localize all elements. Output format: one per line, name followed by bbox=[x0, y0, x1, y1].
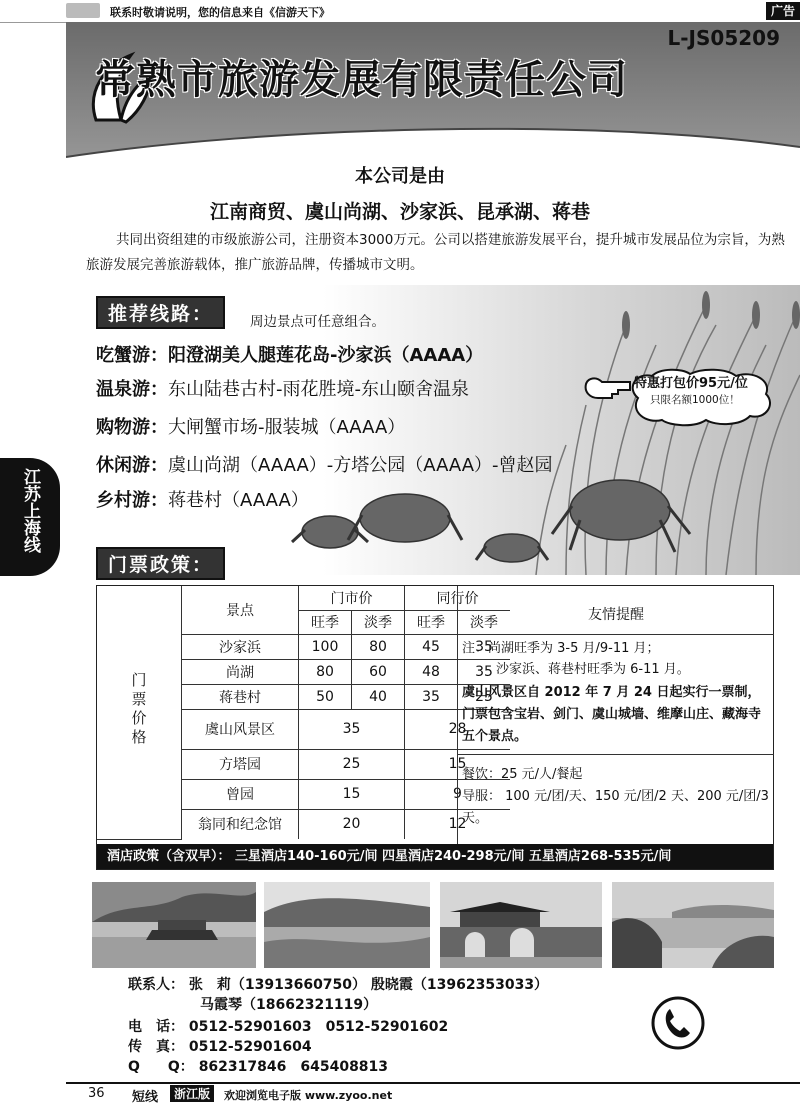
contact-people bbox=[128, 974, 548, 994]
photo-boat-canal bbox=[92, 882, 256, 968]
gate-peak-price: 100 bbox=[299, 634, 352, 659]
gate-price: 15 bbox=[299, 779, 405, 809]
fax-number: 0512-52901604 bbox=[188, 1039, 312, 1055]
route-desc: 东山陆巷古村-雨花胜境-东山颐舍温泉 bbox=[168, 379, 469, 400]
route-name: 吃蟹游： bbox=[96, 345, 168, 366]
photo-lake bbox=[264, 882, 430, 968]
gate-peak-price: 80 bbox=[299, 659, 352, 684]
edition-tag: 浙江版 bbox=[170, 1085, 214, 1102]
route-name: 温泉游： bbox=[96, 379, 168, 400]
spot-name: 尚湖 bbox=[182, 659, 299, 684]
footer-section: 短线 bbox=[132, 1090, 159, 1105]
col-spot-header: 景点 bbox=[182, 586, 299, 634]
route-name: 休闲游： bbox=[96, 455, 168, 476]
hotel-policy-bar: 酒店政策（含双早）： 三星酒店140-160元/间 四星酒店240-298元/间 五星酒店268-535元/间 bbox=[97, 844, 773, 869]
intro-paragraph: 共同出资组建的市级旅游公司，注册资本3000万元。公司以搭建旅游发展平台，提升城市发展品位为宗旨，为熟旅游发展完善旅游载体，推广旅游品牌，传播城市文明。 bbox=[86, 232, 785, 273]
gate-price: 25 bbox=[299, 749, 405, 779]
route-item bbox=[96, 375, 469, 401]
peer-peak-price: 35 bbox=[405, 684, 458, 709]
peer-price: 9 bbox=[405, 779, 511, 809]
peer-price: 28 bbox=[405, 709, 511, 749]
spot-name: 虞山风景区 bbox=[182, 709, 299, 749]
season-note-line1: 注：尚湖旺季为 3-5 月/9-11 月； bbox=[462, 641, 660, 656]
photo-lakeshore bbox=[612, 882, 774, 968]
route-desc: 蒋巷村（AAAA） bbox=[168, 490, 309, 511]
peer-off-price: 35 bbox=[458, 659, 511, 684]
tips-divider bbox=[458, 634, 774, 635]
peer-price: 15 bbox=[405, 749, 511, 779]
route-desc: 大闸蟹市场-服装城（AAAA） bbox=[168, 417, 406, 438]
source-notice: 联系时敬请说明，您的信息来自《信游天下》 bbox=[110, 6, 330, 19]
route-name: 购物游： bbox=[96, 417, 168, 438]
contact-person-1: 张 莉（13913660750） bbox=[188, 977, 367, 993]
region-side-tab bbox=[0, 458, 60, 576]
promo-limit: 只限名额1000位！ bbox=[650, 394, 740, 406]
season-note-line2: 沙家浜、蒋巷村旺季为 6-11 月。 bbox=[496, 662, 690, 677]
pointing-hand-icon bbox=[582, 374, 632, 402]
tips-title: 友情提醒 bbox=[588, 607, 644, 623]
guide-fee: 导服： 100 元/团/天、150 元/团/2 天、200 元/团/3 天。 bbox=[462, 789, 769, 826]
tips-divider bbox=[458, 754, 774, 755]
route-item bbox=[96, 486, 309, 512]
gate-off-price: 80 bbox=[352, 634, 405, 659]
phone-numbers: 0512-52901603 0512-52901602 bbox=[188, 1019, 449, 1035]
col-off-header: 淡季 bbox=[458, 610, 511, 634]
service-fees bbox=[462, 764, 772, 830]
intro-heading: 本公司是由 bbox=[355, 166, 445, 187]
gate-off-price: 40 bbox=[352, 684, 405, 709]
row-header-label: 门票价格 bbox=[129, 672, 148, 749]
photo-city-gate bbox=[440, 882, 602, 968]
contact-person-2: 殷晓霞（13962353033） bbox=[370, 977, 549, 993]
lakeshore-image bbox=[612, 882, 774, 968]
region-label bbox=[0, 468, 60, 560]
contact-fax bbox=[128, 1036, 312, 1056]
route-desc: 虞山尚湖（AAAA）-方塔公园（AAAA）-曾赵园 bbox=[168, 455, 553, 476]
row-header-cell bbox=[97, 586, 182, 839]
fax-label: 传 真： bbox=[128, 1039, 184, 1055]
qq-label: Q Q： bbox=[128, 1059, 194, 1075]
peer-off-price: 25 bbox=[458, 684, 511, 709]
routes-subtitle: 周边景点可任意组合。 bbox=[250, 314, 385, 330]
promo-price: 特惠打包价95元/位 bbox=[634, 376, 748, 391]
contact-label: 联系人： bbox=[128, 977, 184, 993]
page-footer bbox=[66, 1082, 800, 1105]
col-gate-header: 门市价 bbox=[299, 586, 405, 610]
col-peak-header: 旺季 bbox=[405, 610, 458, 634]
col-peak-header: 旺季 bbox=[299, 610, 352, 634]
tips-panel bbox=[457, 586, 774, 846]
meal-fee: 餐饮：25 元/人/餐起 bbox=[462, 767, 583, 782]
license-number: L-JS05209 bbox=[667, 26, 780, 50]
footer-website: 欢迎浏览电子版 www.zyoo.net bbox=[224, 1089, 393, 1102]
company-name: 常熟市旅游发展有限责任公司 bbox=[95, 57, 628, 103]
ticket-policy-box bbox=[96, 585, 774, 870]
city-gate-image bbox=[440, 882, 602, 968]
peer-peak-price: 48 bbox=[405, 659, 458, 684]
lake-image bbox=[264, 882, 430, 968]
ad-badge: 广告 bbox=[766, 2, 800, 20]
boat-canal-image bbox=[92, 882, 256, 968]
telephone-icon bbox=[650, 995, 706, 1051]
phone-label: 电 话： bbox=[128, 1019, 184, 1035]
contact-phone bbox=[128, 1016, 448, 1036]
gate-peak-price: 50 bbox=[299, 684, 352, 709]
peer-peak-price: 45 bbox=[405, 634, 458, 659]
routes-title: 推荐线路： bbox=[96, 296, 225, 329]
region-label-text: 江苏上海线 bbox=[20, 468, 40, 553]
gate-price: 35 bbox=[299, 709, 405, 749]
contact-person-3: 马霞琴（18662321119） bbox=[200, 997, 378, 1013]
ticket-price-table bbox=[97, 586, 510, 840]
season-note bbox=[462, 638, 772, 680]
route-desc: 阳澄湖美人腿莲花岛-沙家浜（AAAA） bbox=[168, 345, 484, 366]
ticket-policy-title: 门票政策： bbox=[96, 547, 225, 580]
crabs-image bbox=[290, 470, 710, 570]
spot-name: 翁同和纪念馆 bbox=[182, 809, 299, 839]
col-off-header: 淡季 bbox=[352, 610, 405, 634]
spot-name: 方塔园 bbox=[182, 749, 299, 779]
intro-partners: 江南商贸、虞山尚湖、沙家浜、昆承湖、蒋巷 bbox=[209, 201, 590, 223]
promo-bubble bbox=[626, 368, 774, 428]
magazine-logo-icon bbox=[66, 3, 100, 18]
route-item bbox=[96, 413, 405, 439]
gate-off-price: 60 bbox=[352, 659, 405, 684]
page-number: 36 bbox=[88, 1086, 105, 1101]
top-strip bbox=[0, 0, 800, 23]
contact-qq bbox=[128, 1056, 388, 1076]
route-name: 乡村游： bbox=[96, 490, 168, 511]
spot-name: 沙家浜 bbox=[182, 634, 299, 659]
peer-price: 12 bbox=[405, 809, 511, 839]
col-peer-header: 同行价 bbox=[405, 586, 511, 610]
route-item bbox=[96, 341, 483, 367]
peer-off-price: 35 bbox=[458, 634, 511, 659]
gate-price: 20 bbox=[299, 809, 405, 839]
spot-name: 蒋巷村 bbox=[182, 684, 299, 709]
spot-name: 曾园 bbox=[182, 779, 299, 809]
qq-numbers: 862317846 645408813 bbox=[198, 1059, 389, 1075]
yushan-ticket-note: 虞山风景区自 2012 年 7 月 24 日起实行一票制，门票包含宝岩、剑门、虞山城墙、维摩山庄、藏海寺五个景点。 bbox=[462, 685, 762, 744]
